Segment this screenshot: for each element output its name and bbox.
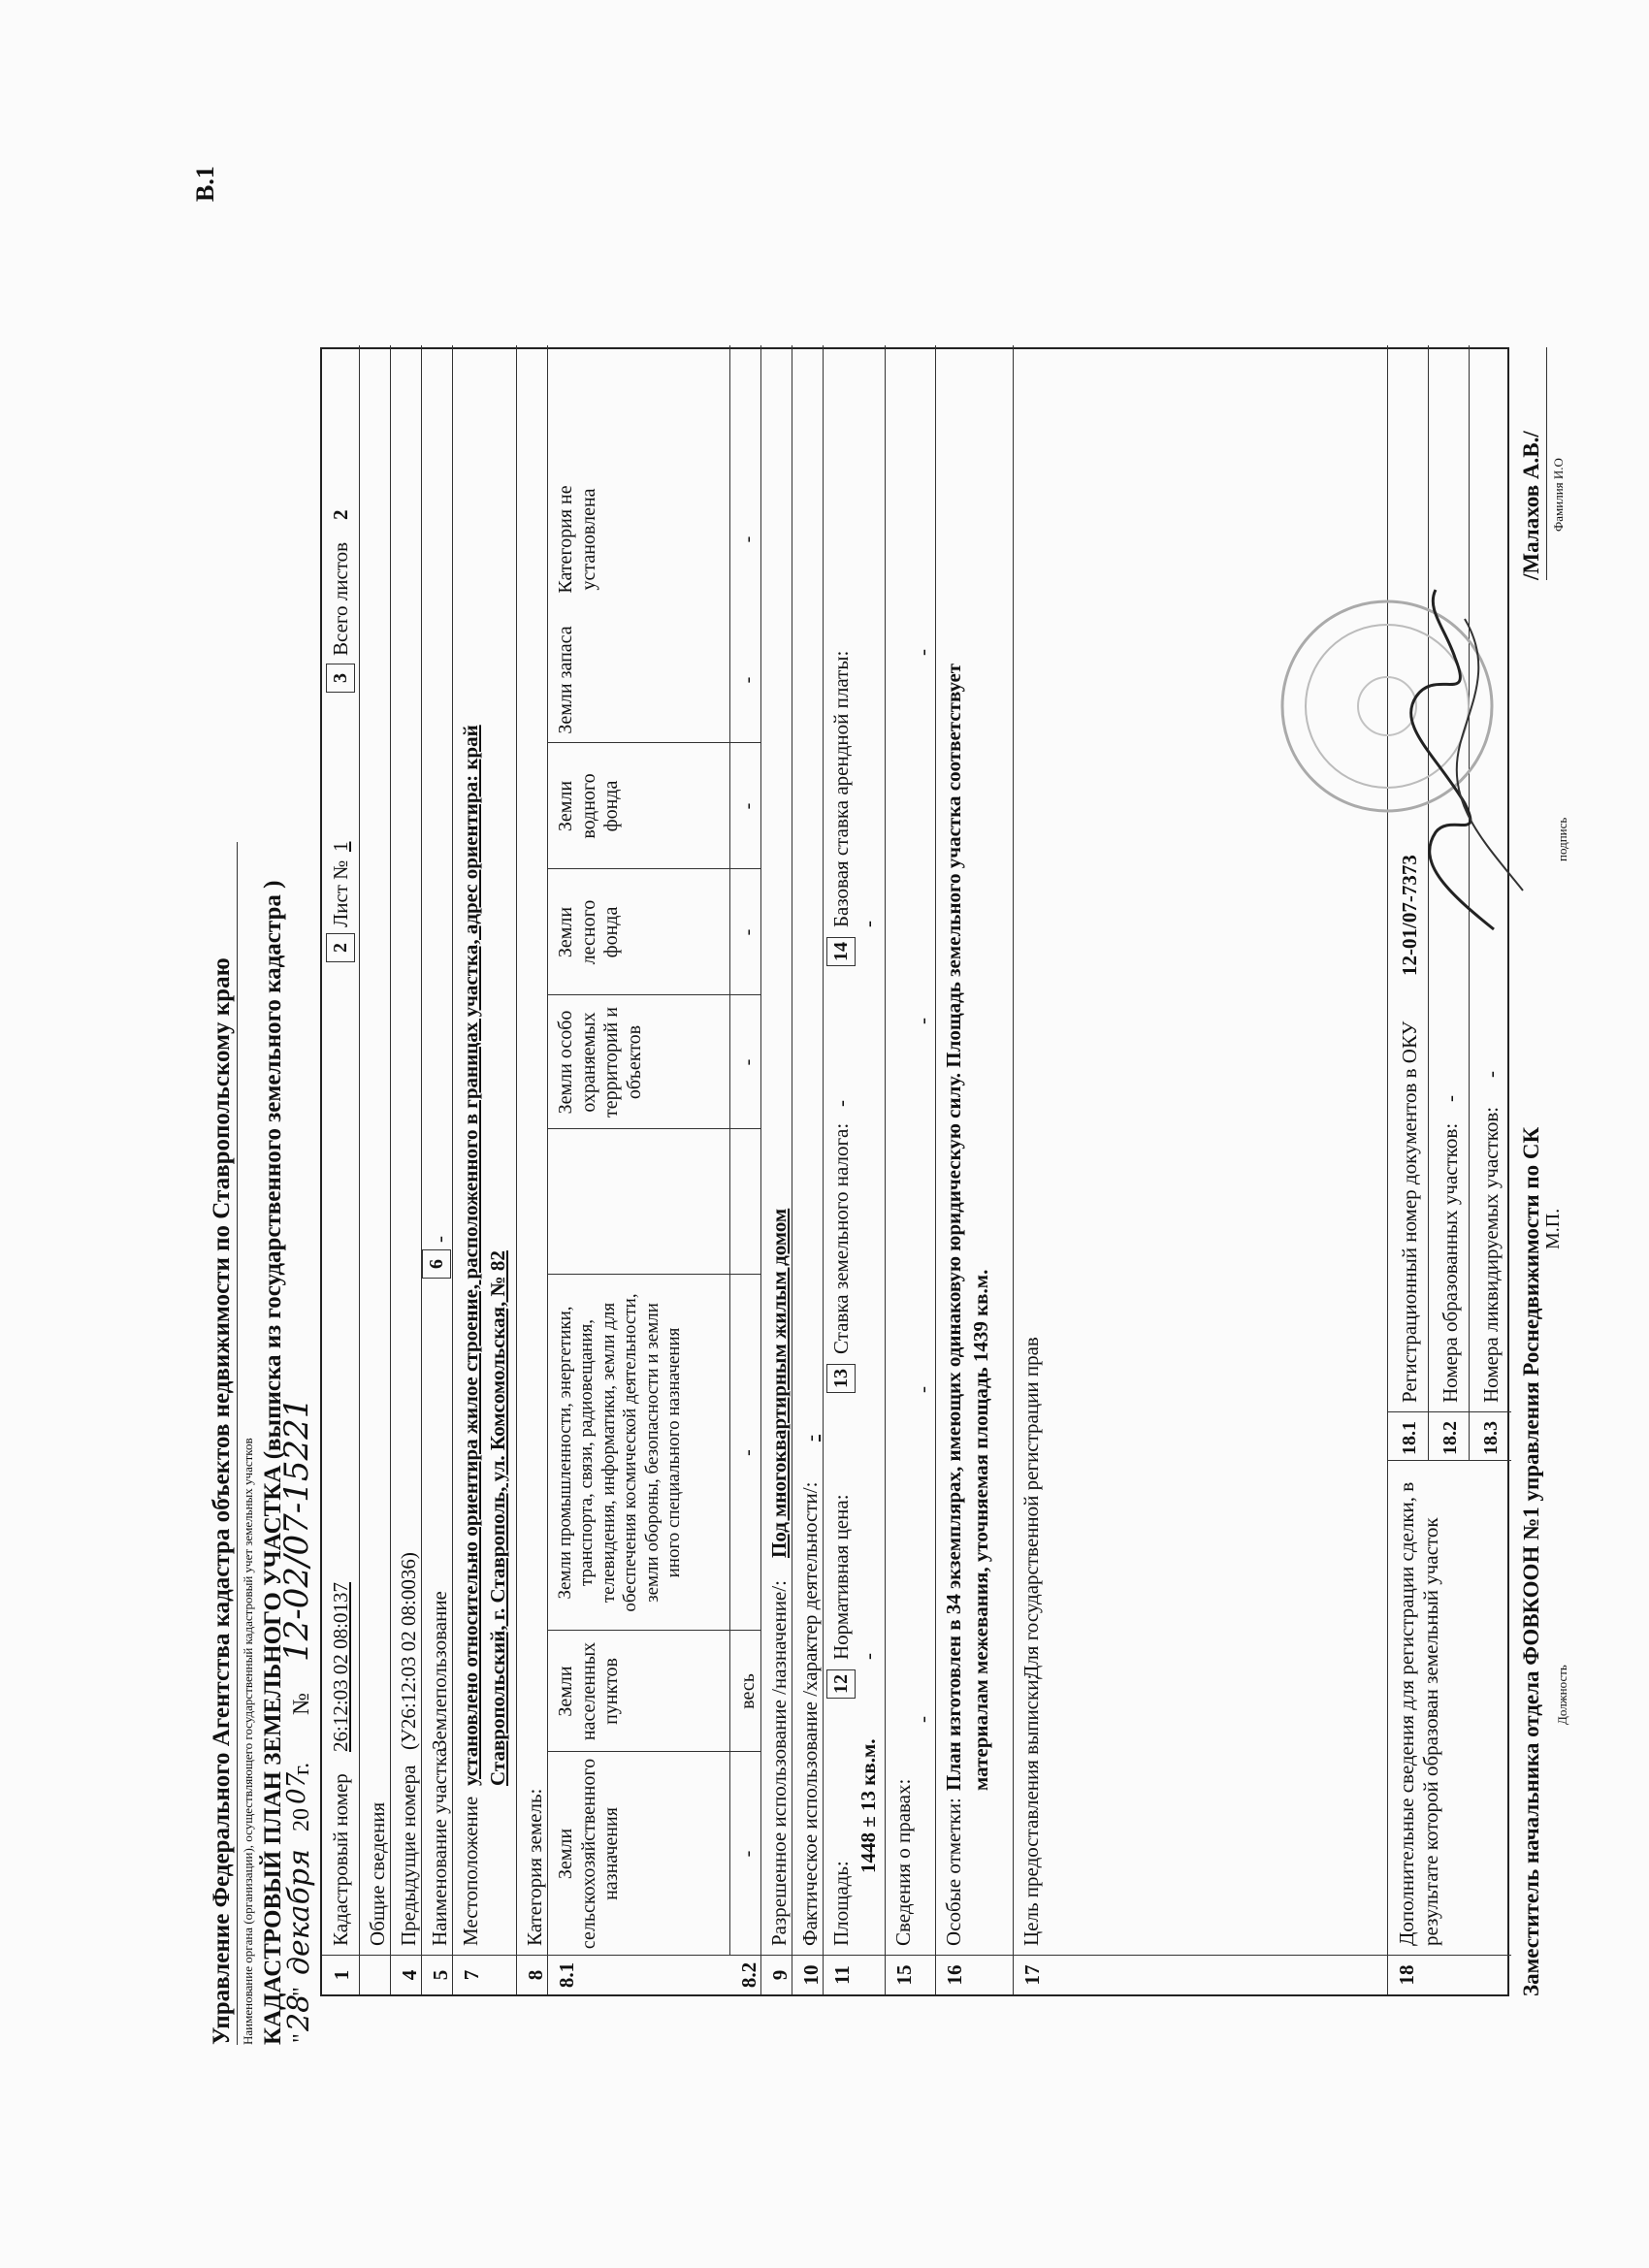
name-underline [1546,347,1547,580]
land-category-label: Категория земель: [523,1788,546,1946]
parcel-name-value: Землепользование [428,1591,451,1750]
category-protected: Земли особо охраняемых территорий и объектов [555,1007,645,1118]
general-info-header: Общие сведения [366,1801,389,1946]
divider [1013,345,1014,1994]
purpose-value: Для государственной регистрации прав [1019,1337,1043,1679]
row-number: 16 [943,1964,966,1986]
divider [935,345,936,1994]
category-industry: Земли промышленности, энергетики, транспорта, связи, радиовещания, телевидения, информатики, земли для обеспечения космической деятельности, земли обороны, безопасности и земли иного специального назначения [555,1293,685,1612]
divider [452,345,453,1994]
previous-numbers-value: (У26:12:03 02 08:0036) [397,1552,420,1750]
area-label: Площадь: [829,1861,853,1946]
position-caption: Должность [1555,1665,1569,1725]
total-sheets-label: Всего листов [329,541,352,656]
field-number-box: 6 [422,1249,451,1279]
category-share: - [737,676,759,684]
divider [547,1630,760,1631]
divider [823,345,824,1994]
field-number-box: 2 [326,933,355,962]
row-number: 17 [1020,1964,1044,1986]
field-number-box: 14 [826,937,856,966]
divider [547,868,760,869]
formed-parcels-label: Номера образованных участков: [1439,1122,1462,1403]
divider [547,1128,760,1129]
special-notes-label: Особые отметки: [942,1798,965,1946]
row-number: 4 [398,1969,421,1981]
date-month: декабря [282,1849,316,1975]
row-number: 9 [768,1969,792,1981]
category-settlements: Земли населенных пунктов [555,1641,623,1741]
field-number-box: 12 [826,1669,856,1699]
location-line-1: установлено относительно ориентира жилое строение, расположенного в границах участка, адрес ориентира: край [459,725,482,1786]
cadastral-number-label: Кадастровый номер [329,1773,352,1946]
permitted-use-value: Под многоквартирным жилым домом [767,1208,791,1558]
official-stamp [1282,601,1492,811]
agency-name: Управление Федерального Агентства кадастра объектов недвижимости по Ставропольскому краю [209,957,235,2045]
category-share: - [737,535,759,543]
category-agricultural: Земли сельскохозяйственного назначения [555,1758,623,1950]
registration-number-value: 12-01/07-7373 [1398,855,1421,976]
document-title: КАДАСТРОВЫЙ ПЛАН ЗЕМЕЛЬНОГО УЧАСТКА (выписка из государственного земельного кадастра ) [260,880,286,2045]
stamp-and-signature [1251,580,1562,949]
actual-use-value: - [798,1435,822,1442]
row-number: 8 [524,1969,547,1981]
divider [1387,1411,1511,1412]
rent-rate-label: Базовая ставка арендной платы: [829,650,853,927]
normative-price-value: - [857,1653,880,1660]
signature-caption: подпись [1555,817,1569,861]
divider [547,1751,760,1752]
normative-price-label: Нормативная цена: [829,1494,853,1660]
sub-row-number: 18.2 [1439,1421,1461,1455]
rights-label: Сведения о правах: [891,1778,915,1946]
divider [760,345,761,1994]
sub-row-number: 18.3 [1480,1421,1502,1455]
total-sheets-value: 2 [329,509,352,520]
liquidated-parcels-value: - [1479,1071,1503,1078]
agency-caption: Наименование органа (организации), осуществляющего государственный кадастровый учет земельных участков [241,1438,255,2045]
field-number-box: 3 [326,664,355,693]
date-year-prefix: 20 [289,1808,314,1831]
category-share: - [737,928,759,936]
parcel-name-label: Наименование участка [428,1747,451,1946]
divider [421,345,422,1994]
name-caption: Фамилия И.О [1551,458,1566,532]
number-label: № [289,1693,314,1715]
divider [1387,1460,1511,1461]
previous-numbers-label: Предыдущие номера [397,1765,420,1946]
divider [547,742,760,743]
divider [547,1274,760,1275]
category-not-set: Категория не установлена [555,485,599,594]
special-notes-line-2: материалам межевания, уточняемая площадь 1439 кв.м. [969,1269,992,1791]
purpose-label: Цель предоставления выписки: [1019,1673,1043,1946]
row-number: 8.2 [737,1961,760,1989]
stamp-caption: М.П. [1542,1208,1564,1249]
date-year-label: г. [289,1762,314,1775]
area-value: 1448 ± 13 кв.м. [857,1738,880,1873]
field-6-value: - [428,1236,451,1243]
category-share: - [737,1449,759,1456]
divider [359,345,360,1994]
divider [729,345,730,1956]
date-quote-close: " [289,1987,314,1996]
sub-row-number: 18.1 [1399,1421,1420,1455]
category-share: - [737,1058,759,1066]
location-label: Местоположение [459,1796,482,1946]
liquidated-parcels-label: Номера ликвидируемых участков: [1479,1106,1503,1403]
number-column-divider [322,1955,1511,1956]
actual-use-label: Фактическое использование /характер деятельности/: [798,1481,822,1946]
divider [885,345,886,1994]
document-number: 12-02/07-15221 [277,1397,316,1662]
location-line-2: Ставропольский, г. Ставрополь, ул. Комсомольская, № 82 [486,1250,509,1786]
permitted-use-label: Разрешенное использование /назначение/: [767,1580,791,1946]
signatory-position: Заместитель начальника отдела ФОВКООН №1 управления Роснедвижимости по СК [1519,1126,1543,1996]
land-tax-label: Ставка земельного налога: [829,1122,853,1354]
category-share: весь [737,1673,759,1709]
sheet-number-value: 1 [329,841,352,852]
special-notes-line-1: План изготовлен в 34 экземплярах, имеющих одинаковую юридическую силу. Площадь земельного участка соответствует [942,663,965,1791]
divider [547,994,760,995]
rights-value: - [911,1386,934,1393]
rights-value: - [911,1716,934,1723]
category-share: - [737,802,759,810]
row-number: 15 [892,1964,916,1986]
category-water: Земли водного фонда [555,773,623,839]
row-number: 10 [799,1964,823,1986]
field-number-box: 13 [826,1364,856,1393]
row-number: 8.1 [555,1961,578,1989]
handwritten-signature [1411,590,1494,929]
signatory-name: /Малахов А.В./ [1519,431,1543,580]
cadastral-number-value: 26:12:03 02 08:0137 [329,1581,352,1752]
category-forest: Земли лесного фонда [555,899,623,965]
date-quote-open: " [289,2033,314,2043]
additional-info-label: Дополнительные сведения для регистрации сделки, в результате которой образован земельный участок [1395,1481,1442,1946]
divider [390,345,391,1994]
divider [547,345,548,1994]
agency-underline [237,842,238,2045]
row-number: 7 [460,1969,483,1981]
row-number: 5 [429,1969,452,1981]
corner-code: В.1 [191,166,219,202]
sheet-number-label: Лист № [329,859,352,927]
handwritten-signature-stroke [1457,619,1523,891]
rights-value: - [911,649,934,656]
registration-number-label: Регистрационный номер документов в ОКУ [1398,1021,1421,1403]
land-tax-value: - [829,1100,853,1107]
category-reserve: Земли запаса [555,626,576,734]
date-year-suffix: 07 [282,1771,311,1804]
formed-parcels-value: - [1439,1095,1462,1102]
divider [516,345,517,1994]
row-number: 1 [330,1969,353,1981]
row-number: 18 [1395,1964,1418,1986]
category-share: - [737,1850,759,1858]
date-day: 28 [282,1993,316,2031]
row-number: 11 [830,1965,854,1985]
rights-value: - [911,1018,934,1024]
rent-rate-value: - [857,921,880,927]
